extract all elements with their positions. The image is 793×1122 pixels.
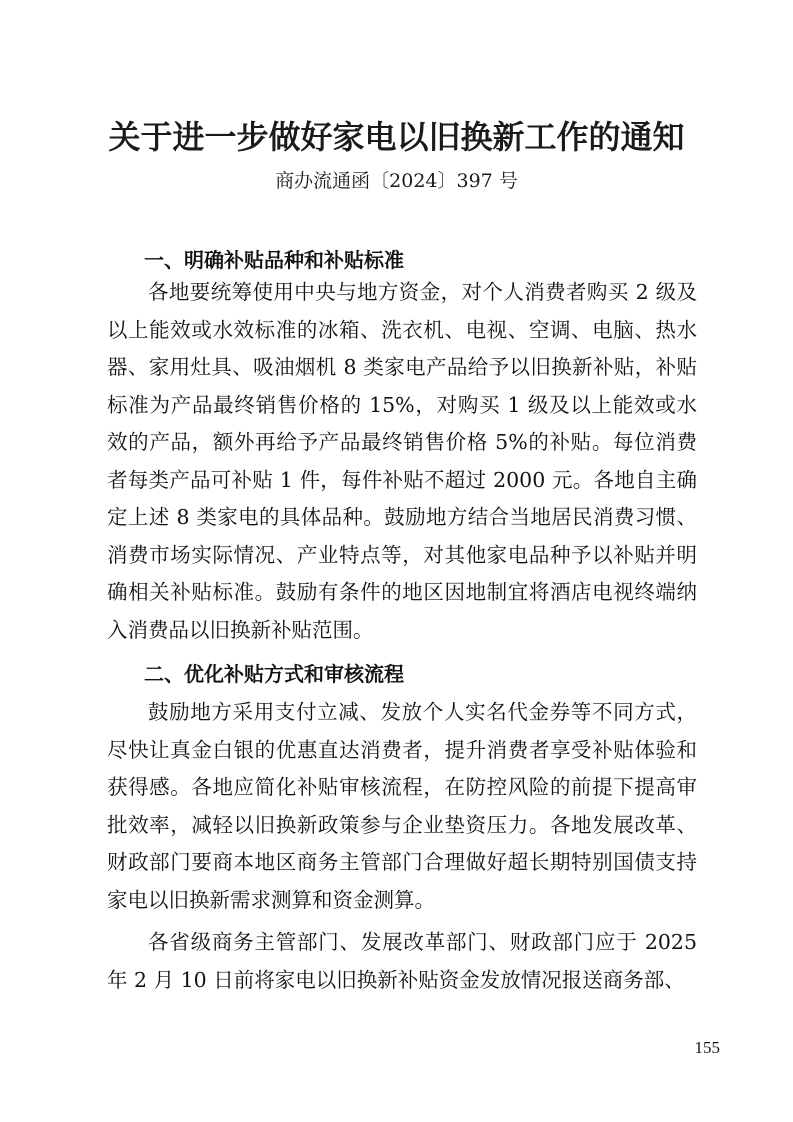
section-2-paragraph-1: 鼓励地方采用支付立减、发放个人实名代金券等不同方式，尽快让真金白银的优惠直达消费者，提升消费者享受补贴体验和获得感。各地应简化补贴审核流程，在防控风险的前提下提高审批效率，减轻以旧换新政策参与企业垫资压力。各地发展改革、财政部门要商本地区商务主管部门合理做好超长期特别国债支持家电以旧换新需求测算和资金测算。: [107, 700, 697, 912]
document-number: 商办流通函〔2024〕397 号: [275, 170, 518, 192]
section-2-paragraph-2: 各省级商务主管部门、发展改革部门、财政部门应于 2025 年 2 月 10 日前将家电以旧换新补贴资金发放情况报送商务部、: [107, 930, 697, 992]
document-title: 关于进一步做好家电以旧换新工作的通知: [108, 118, 685, 156]
section-heading-2: 二、优化补贴方式和审核流程: [144, 662, 404, 686]
section-heading-1: 一、明确补贴品种和补贴标准: [144, 248, 404, 272]
section-1-paragraph: 各地要统筹使用中央与地方资金，对个人消费者购买 2 级及以上能效或水效标准的冰箱、洗衣机、电视、空调、电脑、热水器、家用灶具、吸油烟机 8 类家电产品给予以旧换新补贴，补贴标准为产品最终销售价格的 15%，对购买 1 级及以上能效或水效的产品，额外再给予产品最终销售价格 5%的补贴。每位消费者每类产品可补贴 1 件，每件补贴不超过 2000 元。各地自主确定上述 8 类家电的具体品种。鼓励地方结合当地居民消费习惯、消费市场实际情况、产业特点等，对其他家电品种予以补贴并明确相关补贴标准。鼓励有条件的地区因地制宜将酒店电视终端纳入消费品以旧换新补贴范围。: [107, 280, 697, 642]
page-number: 155: [694, 1038, 720, 1057]
